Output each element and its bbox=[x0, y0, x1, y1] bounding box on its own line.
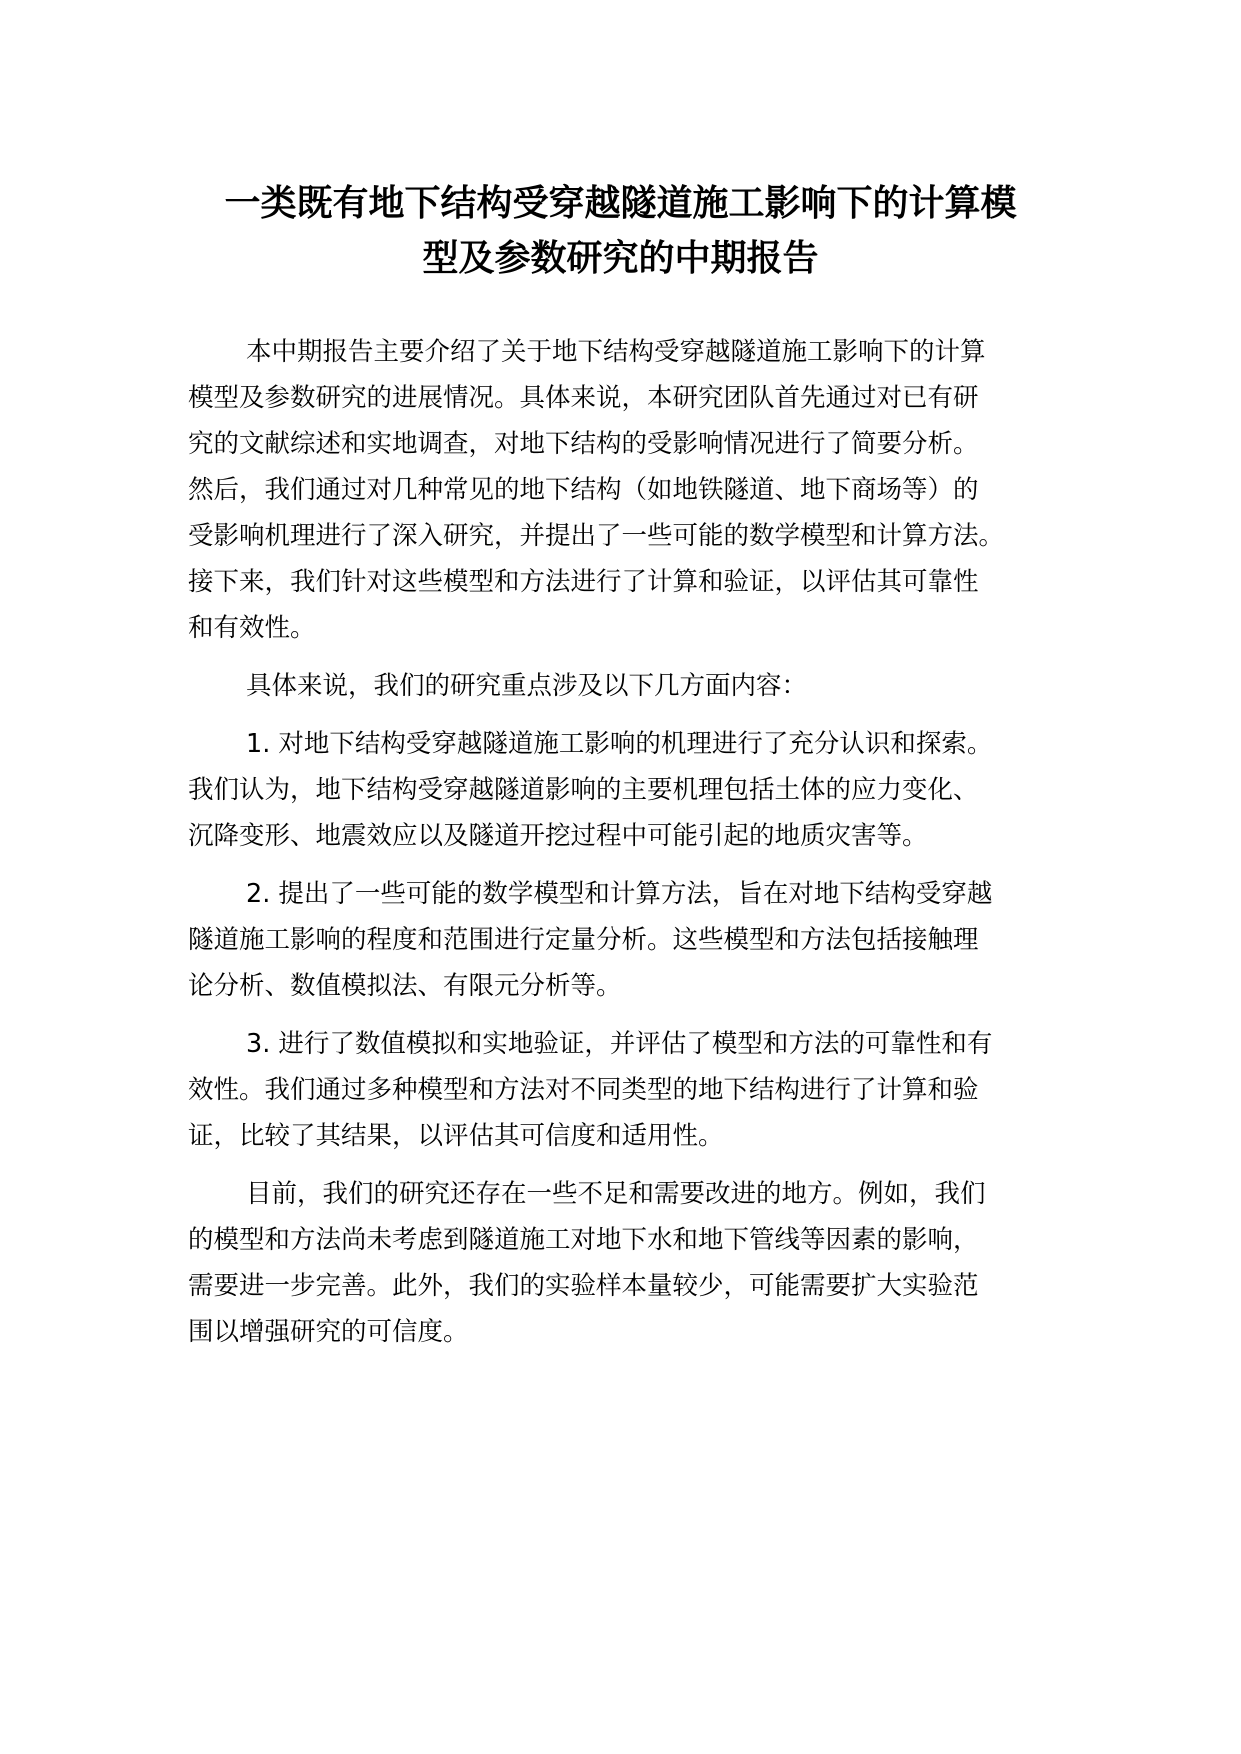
paragraph-line: 受影响机理进行了深入研究，并提出了一些可能的数学模型和计算方法。 bbox=[188, 521, 1005, 551]
paragraph-line: 具体来说，我们的研究重点涉及以下几方面内容： bbox=[246, 671, 808, 701]
paragraph-line: 需要进一步完善。此外，我们的实验样本量较少，可能需要扩大实验范 bbox=[188, 1271, 979, 1301]
paragraph-line: 然后，我们通过对几种常见的地下结构（如地铁隧道、地下商场等）的 bbox=[188, 475, 979, 505]
paragraph-line: 证，比较了其结果，以评估其可信度和适用性。 bbox=[188, 1121, 724, 1151]
paragraph-line: 和有效性。 bbox=[188, 613, 316, 643]
paragraph-line: 围以增强研究的可信度。 bbox=[188, 1317, 469, 1347]
paragraph-line: 3. 进行了数值模拟和实地验证，并评估了模型和方法的可靠性和有 bbox=[246, 1029, 993, 1059]
paragraph-line: 目前，我们的研究还存在一些不足和需要改进的地方。例如，我们 bbox=[246, 1179, 986, 1209]
paragraph-line: 的模型和方法尚未考虑到隧道施工对地下水和地下管线等因素的影响， bbox=[188, 1225, 979, 1255]
paragraph-line: 1. 对地下结构受穿越隧道施工影响的机理进行了充分认识和探索。 bbox=[246, 729, 993, 759]
page-title-line-2: 型及参数研究的中期报告 bbox=[422, 238, 819, 279]
paragraph-line: 模型及参数研究的进展情况。具体来说，本研究团队首先通过对已有研 bbox=[188, 383, 979, 413]
paragraph-line: 我们认为，地下结构受穿越隧道影响的主要机理包括土体的应力变化、 bbox=[188, 775, 979, 805]
paragraph-line: 沉降变形、地震效应以及隧道开挖过程中可能引起的地质灾害等。 bbox=[188, 821, 928, 851]
paragraph-line: 2. 提出了一些可能的数学模型和计算方法，旨在对地下结构受穿越 bbox=[246, 879, 993, 909]
paragraph-line: 本中期报告主要介绍了关于地下结构受穿越隧道施工影响下的计算 bbox=[246, 337, 986, 367]
paragraph-line: 究的文献综述和实地调查，对地下结构的受影响情况进行了简要分析。 bbox=[188, 429, 979, 459]
paragraph-line: 效性。我们通过多种模型和方法对不同类型的地下结构进行了计算和验 bbox=[188, 1075, 979, 1105]
paragraph-line: 隧道施工影响的程度和范围进行定量分析。这些模型和方法包括接触理 bbox=[188, 925, 979, 955]
paragraph-line: 接下来，我们针对这些模型和方法进行了计算和验证，以评估其可靠性 bbox=[188, 567, 979, 597]
paragraph-line: 论分析、数值模拟法、有限元分析等。 bbox=[188, 971, 622, 1001]
page-title-line-1: 一类既有地下结构受穿越隧道施工影响下的计算模 bbox=[224, 183, 1017, 224]
